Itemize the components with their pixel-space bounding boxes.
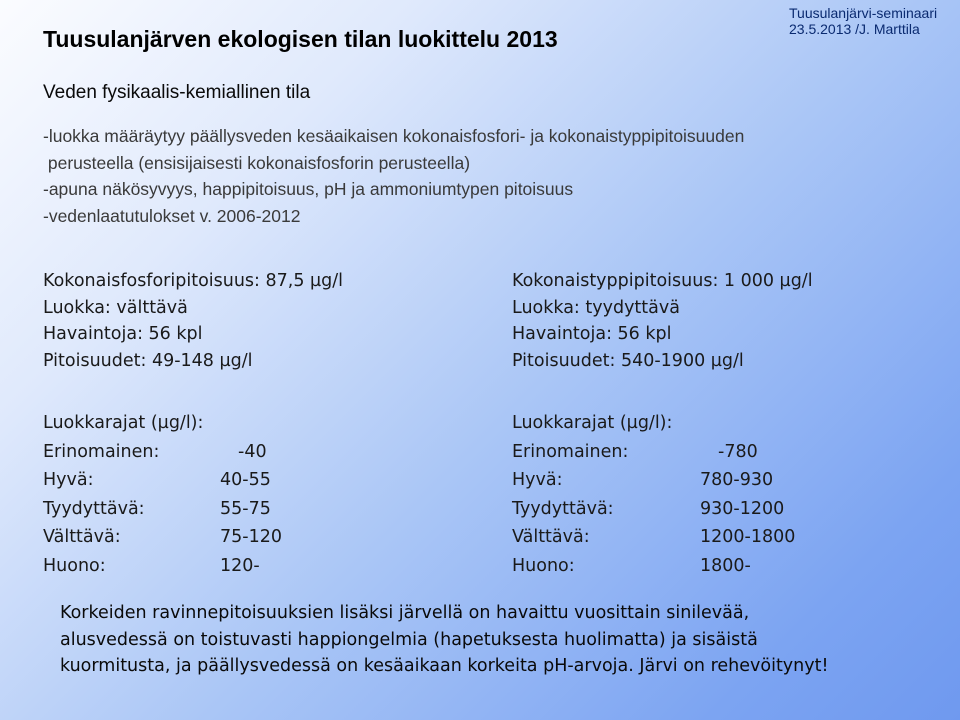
class-value: 780-930 — [700, 470, 774, 490]
class-row — [43, 553, 463, 582]
conclusion-line: alusvedessä on toistuvasti happiongelmia (hapetuksesta huolimatta) ja sisäistä — [60, 629, 758, 650]
bullet-line: -vedenlaatutulokset v. 2006-2012 — [43, 205, 301, 226]
slide-title: Tuusulanjärven ekologisen tilan luokittelu 2013 — [43, 26, 558, 52]
phosphorus-class: Luokka: välttävä — [43, 297, 188, 318]
class-value: 1200-1800 — [700, 527, 796, 547]
class-label: Huono: — [43, 555, 106, 576]
class-row — [43, 467, 463, 496]
nitrogen-observations: Havaintoja: 56 kpl — [512, 324, 672, 344]
class-row — [512, 439, 932, 468]
bullet-line: -apuna näkösyvyys, happipitoisuus, pH ja ammoniumtypen pitoisuus — [43, 179, 574, 199]
class-value: 75-120 — [220, 527, 282, 547]
seminar-name: Tuusulanjärvi-seminaari — [789, 5, 938, 21]
class-label: Erinomainen: — [512, 441, 629, 462]
phosphorus-observations: Havaintoja: 56 kpl — [43, 324, 203, 344]
class-row — [512, 496, 932, 525]
conclusion-line: Korkeiden ravinnepitoisuuksien lisäksi järvellä on havaittu vuosittain sinilevää, — [60, 603, 750, 623]
class-value: -780 — [718, 441, 758, 462]
class-row — [43, 439, 463, 468]
class-value: 930-1200 — [700, 498, 785, 519]
nitrogen-concentration: Kokonaistyppipitoisuus: 1 000 µg/l — [512, 271, 813, 291]
class-value: 120- — [220, 555, 260, 576]
nitrogen-range: Pitoisuudet: 540-1900 µg/l — [512, 350, 744, 371]
class-value: -40 — [238, 441, 267, 462]
class-label: Hyvä: — [512, 470, 563, 490]
class-label: Erinomainen: — [43, 441, 160, 462]
class-label: Huono: — [512, 555, 575, 576]
class-label: Tyydyttävä: — [512, 498, 614, 519]
nitrogen-class: Luokka: tyydyttävä — [512, 297, 680, 318]
class-row — [512, 467, 932, 496]
seminar-info — [789, 5, 937, 37]
nitrogen-classes-title: Luokkarajat (µg/l): — [512, 413, 673, 433]
class-value: 55-75 — [220, 498, 271, 519]
class-row — [512, 524, 932, 553]
bullet-line: -luokka määräytyy päällysveden kesäaikaisen kokonaisfosfori- ja kokonaistyppipitoisuuden — [43, 126, 745, 146]
section-title: Veden fysikaalis-kemiallinen tila — [43, 82, 311, 103]
class-value: 40-55 — [220, 470, 271, 490]
bullet-line: perusteella (ensisijaisesti kokonaisfosforin perusteella) — [43, 152, 471, 173]
class-label: Välttävä: — [512, 527, 590, 547]
class-label: Välttävä: — [43, 527, 121, 547]
class-label: Hyvä: — [43, 470, 94, 490]
phosphorus-concentration: Kokonaisfosforipitoisuus: 87,5 µg/l — [43, 271, 344, 291]
class-value: 1800- — [700, 555, 751, 576]
class-row — [43, 496, 463, 525]
seminar-date: 23.5.2013 /J. Marttila — [789, 21, 920, 37]
conclusion-text — [60, 600, 829, 680]
class-label: Tyydyttävä: — [43, 498, 145, 519]
bullet-list — [43, 123, 744, 229]
phosphorus-column — [43, 268, 463, 581]
class-row — [512, 553, 932, 582]
phosphorus-classes-title: Luokkarajat (µg/l): — [43, 413, 204, 433]
class-row — [43, 524, 463, 553]
nitrogen-column — [512, 268, 932, 581]
conclusion-line: kuormitusta, ja päällysvedessä on kesäaikaan korkeita pH-arvoja. Järvi on rehevöitynyt! — [60, 656, 829, 676]
phosphorus-range: Pitoisuudet: 49-148 µg/l — [43, 350, 253, 371]
